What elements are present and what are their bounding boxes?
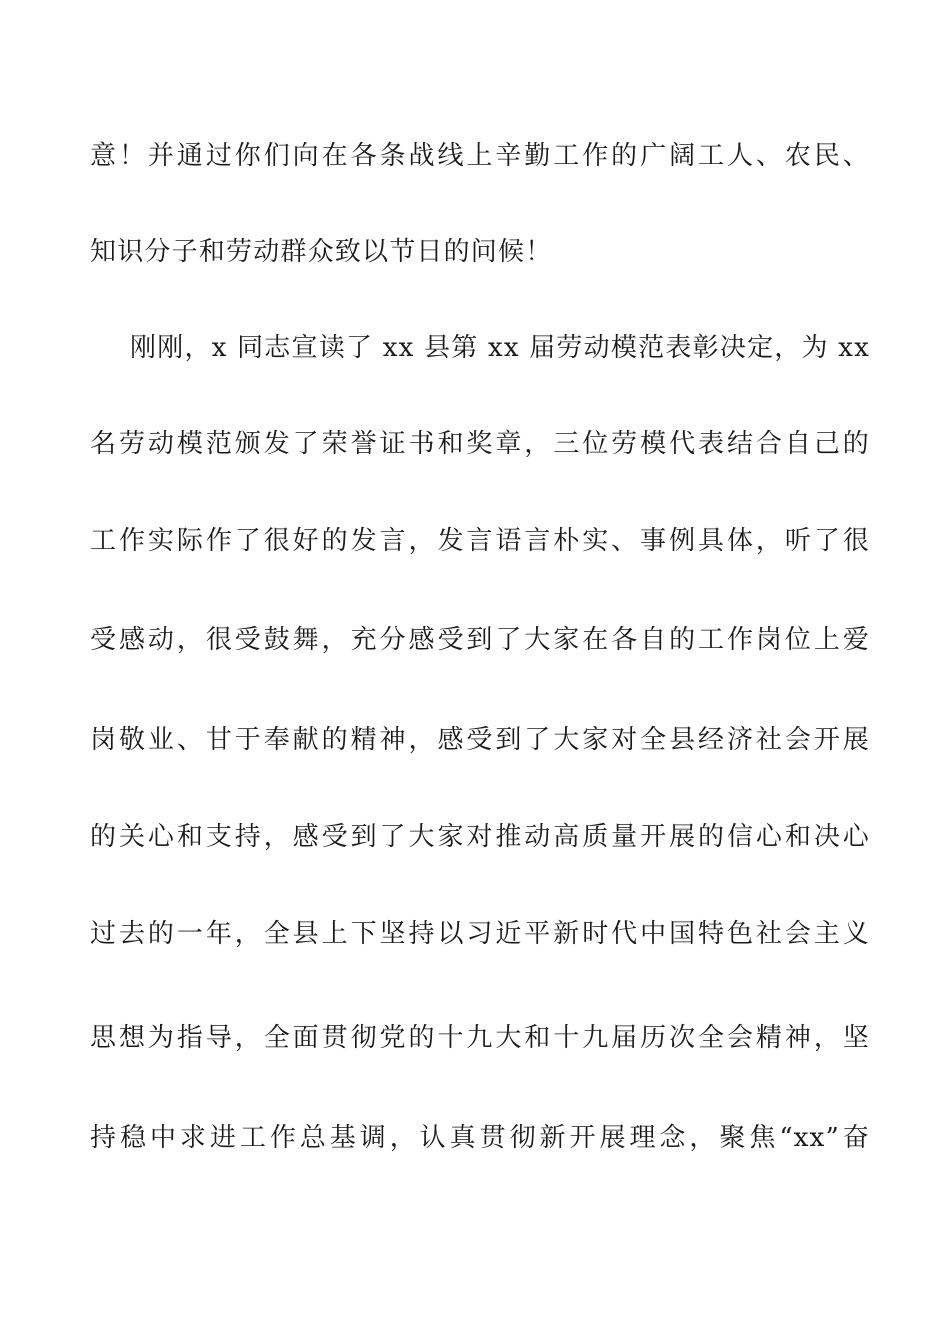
paragraph-first-line: 刚刚，x 同志宣读了 xx 县第 xx 届劳动模范表彰决定，为 xx xyxy=(130,333,870,363)
text-line: 岗敬业、甘于奉献的精神，感受到了大家对全县经济社会开展 xyxy=(90,725,870,755)
text-line: 知识分子和劳动群众致以节日的问候！ xyxy=(90,237,553,267)
text-line: 受感动，很受鼓舞，充分感受到了大家在各自的工作岗位上爱 xyxy=(90,625,870,655)
text-line: 的关心和支持，感受到了大家对推动高质量开展的信心和决心 xyxy=(90,822,870,852)
text-line: 过去的一年，全县上下坚持以习近平新时代中国特色社会主义 xyxy=(90,919,870,949)
text-line: 名劳动模范颁发了荣誉证书和奖章，三位劳模代表结合自己的 xyxy=(90,429,870,459)
text-line: 意！并通过你们向在各条战线上辛勤工作的广阔工人、农民、 xyxy=(90,141,870,171)
text-line: 思想为指导，全面贯彻党的十九大和十九届历次全会精神，坚 xyxy=(90,1023,870,1053)
text-line: 工作实际作了很好的发言，发言语言朴实、事例具体，听了很 xyxy=(90,526,870,556)
text-line: 持稳中求进工作总基调，认真贯彻新开展理念，聚焦“xx”奋 xyxy=(90,1123,870,1153)
